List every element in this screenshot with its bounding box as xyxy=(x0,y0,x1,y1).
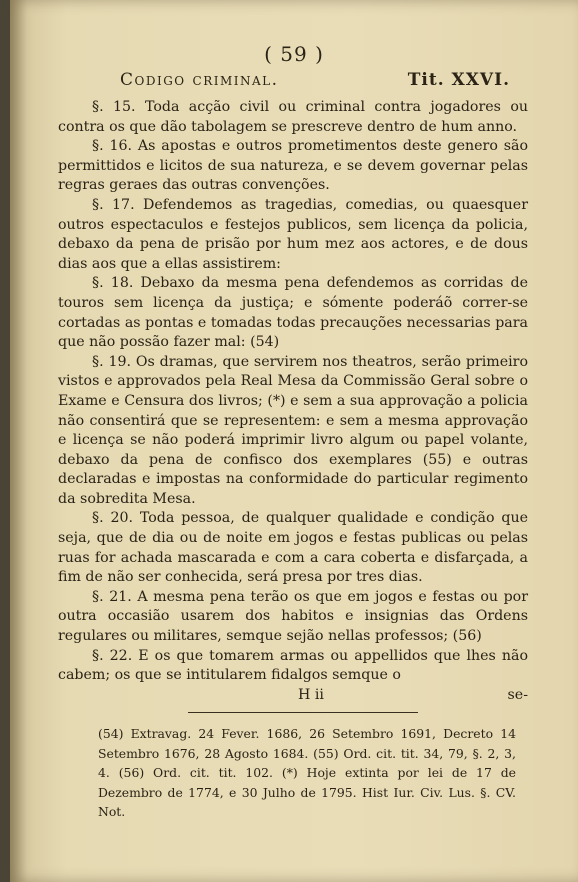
running-header xyxy=(120,70,510,90)
catchword: se- xyxy=(507,686,528,703)
page-number: ( 59 ) xyxy=(264,42,324,66)
paragraph: §. 17. Defendemos as tragedias, comedias, ou quaesquer outros espectaculos e festejos publicos, sem licença da policia, debaxo da pena de prisão por hum mez aos actores, e de dous dias aos que a ellas assistirem: xyxy=(58,196,528,272)
paragraph: §. 20. Toda pessoa, de qualquer qualidade e condição que seja, que de dia ou de noite em jogos e festas publicas ou pelas ruas for achada mascarada e com a cara coberta e disfarçada, a fim de não ser conhecida, será presa por tres dias. xyxy=(58,510,528,586)
signature-line xyxy=(58,686,528,706)
paragraph: §. 21. A mesma pena terão os que em jogos e festas ou por outra occasião usarem dos habitos e insignias das Ordens regulares ou militares, semque sejão nellas professos; (56) xyxy=(58,588,528,645)
paragraph: §. 22. E os que tomarem armas ou appellidos que lhes não cabem; os que se intitularem fidalgos semque o xyxy=(58,647,528,684)
header-title-number: Tit. XXVI. xyxy=(407,70,510,90)
paragraph: §. 19. Os dramas, que servirem nos theatros, serão primeiro vistos e approvados pela Real Mesa da Commissão Geral sobre o Exame e Censura dos livros; (*) e sem a sua approvação a policia não consentirá que se representem: e sem a mesma approvação e licença se não poderá imprimir livro algum ou papel volante, debaxo da pena de confisco dos exemplares (55) e outras declaradas e impostas na conformidade do particular regimento da sobredita Mesa. xyxy=(58,353,528,507)
signature-mark: H ii xyxy=(298,686,324,703)
paragraph: §. 18. Debaxo da mesma pena defendemos as corridas de touros sem licença da justiça; e sómente poderáõ correr-se cortadas as pontas e tomadas todas precauções necessarias para que não possão fazer mal: (54) xyxy=(58,275,528,351)
header-title: Codigo criminal. xyxy=(120,70,279,90)
paragraph: §. 16. As apostas e outros prometimentos deste genero são permittidos e licitos de sua natureza, e se devem governar pelas regras geraes das outras convenções. xyxy=(58,138,528,194)
book-page xyxy=(10,0,578,882)
footnotes: (54) Extravag. 24 Fever. 1686, 26 Setembro 1691, Decreto 14 Setembro 1676, 28 Agosto 1684. (55) Ord. cit. tit. 34, 79, §. 2, 3, 4. (56) Ord. cit. tit. 102. (*) Hoje extinta por lei de 17 de Dezembro de 1774, e 30 Julho de 1795. Hist Iur. Civ. Lus. §. CV. Not. xyxy=(98,726,516,819)
page-body xyxy=(58,98,528,705)
paragraph: §. 15. Toda acção civil ou criminal contra jogadores ou contra os que dão tabolagem se prescreve dentro de hum anno. xyxy=(58,99,528,135)
footnote-rule xyxy=(188,712,418,713)
